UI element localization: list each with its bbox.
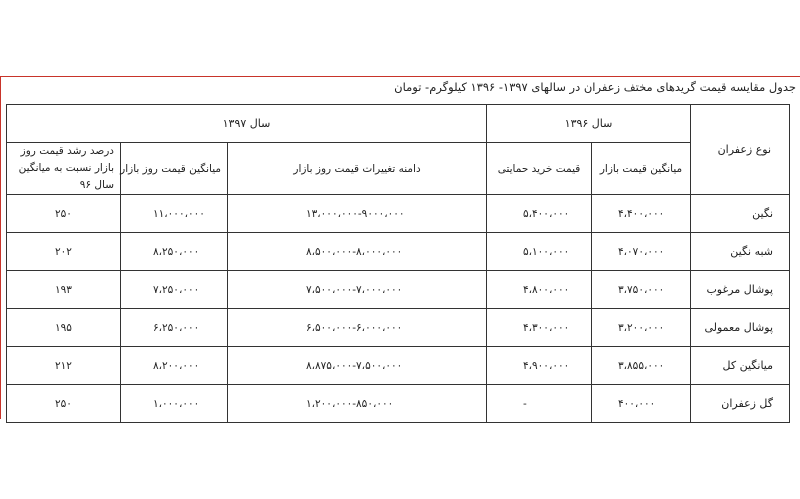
growth-percent: ۲۱۲ (7, 347, 121, 385)
avg-price-1396: ۳،۲۰۰،۰۰۰ (592, 309, 691, 347)
row-type: شبه نگین (691, 233, 790, 271)
table-row (7, 385, 790, 423)
row-type: میانگین کل (691, 347, 790, 385)
header-row-years (7, 105, 790, 143)
support-price: ۴،۹۰۰،۰۰۰ (487, 347, 592, 385)
year-1397-header: سال ۱۳۹۷ (7, 105, 487, 143)
support-price: ۵،۱۰۰،۰۰۰ (487, 233, 592, 271)
growth-percent: ۲۵۰ (7, 195, 121, 233)
growth-percent-header: درصد رشد قیمت روز بازار نسبت به میانگین سال ۹۶ (7, 143, 121, 195)
price-range: ۶،۵۰۰،۰۰۰-۶،۰۰۰،۰۰۰ (228, 309, 487, 347)
row-type: پوشال معمولی (691, 309, 790, 347)
type-column-header: نوع زعفران (691, 105, 790, 195)
row-type: پوشال مرغوب (691, 271, 790, 309)
price-range: ۱،۲۰۰،۰۰۰-۸۵۰،۰۰۰ (228, 385, 487, 423)
row-type: گل زعفران (691, 385, 790, 423)
price-range: ۱۳،۰۰۰،۰۰۰-۹۰۰۰،۰۰۰ (228, 195, 487, 233)
growth-percent: ۱۹۵ (7, 309, 121, 347)
table-row (7, 347, 790, 385)
price-range: ۸،۵۰۰،۰۰۰-۸،۰۰۰،۰۰۰ (228, 233, 487, 271)
price-range: ۸،۸۷۵،۰۰۰-۷،۵۰۰،۰۰۰ (228, 347, 487, 385)
row-type: نگین (691, 195, 790, 233)
avg-price-1397: ۷،۲۵۰،۰۰۰ (121, 271, 228, 309)
avg-price-1396: ۴۰۰،۰۰۰ (592, 385, 691, 423)
avg-price-1396: ۳،۸۵۵،۰۰۰ (592, 347, 691, 385)
avg-price-1396: ۳،۷۵۰،۰۰۰ (592, 271, 691, 309)
header-row-columns (7, 143, 790, 195)
growth-percent: ۲۰۲ (7, 233, 121, 271)
avg-price-1397: ۱۱،۰۰۰،۰۰۰ (121, 195, 228, 233)
avg-price-1397: ۸،۲۰۰،۰۰۰ (121, 347, 228, 385)
support-price: - (487, 385, 592, 423)
saffron-price-table (6, 104, 790, 423)
growth-percent: ۱۹۳ (7, 271, 121, 309)
table-row (7, 271, 790, 309)
growth-percent: ۲۵۰ (7, 385, 121, 423)
support-price: ۴،۸۰۰،۰۰۰ (487, 271, 592, 309)
year-1396-header: سال ۱۳۹۶ (487, 105, 691, 143)
support-price: ۴،۳۰۰،۰۰۰ (487, 309, 592, 347)
table-row (7, 195, 790, 233)
avg-price-1396: ۴،۴۰۰،۰۰۰ (592, 195, 691, 233)
support-price-header: قیمت خرید حمایتی (487, 143, 592, 195)
support-price: ۵،۴۰۰،۰۰۰ (487, 195, 592, 233)
avg-price-1397: ۱،۰۰۰،۰۰۰ (121, 385, 228, 423)
table-caption: جدول مقایسه قیمت گریدهای مختف زعفران در سالهای ۱۳۹۷- ۱۳۹۶ کیلوگرم- تومان (394, 80, 796, 94)
table-row (7, 309, 790, 347)
avg-price-1396: ۴،۰۷۰،۰۰۰ (592, 233, 691, 271)
avg-price-1397: ۸،۲۵۰،۰۰۰ (121, 233, 228, 271)
table-row (7, 233, 790, 271)
price-range-header: دامنه تغییرات قیمت روز بازار (228, 143, 487, 195)
avg-price-1396-header: میانگین قیمت بازار (592, 143, 691, 195)
avg-price-1397: ۶،۲۵۰،۰۰۰ (121, 309, 228, 347)
avg-price-1397-header: میانگین قیمت روز بازار (121, 143, 228, 195)
price-range: ۷،۵۰۰،۰۰۰-۷،۰۰۰،۰۰۰ (228, 271, 487, 309)
